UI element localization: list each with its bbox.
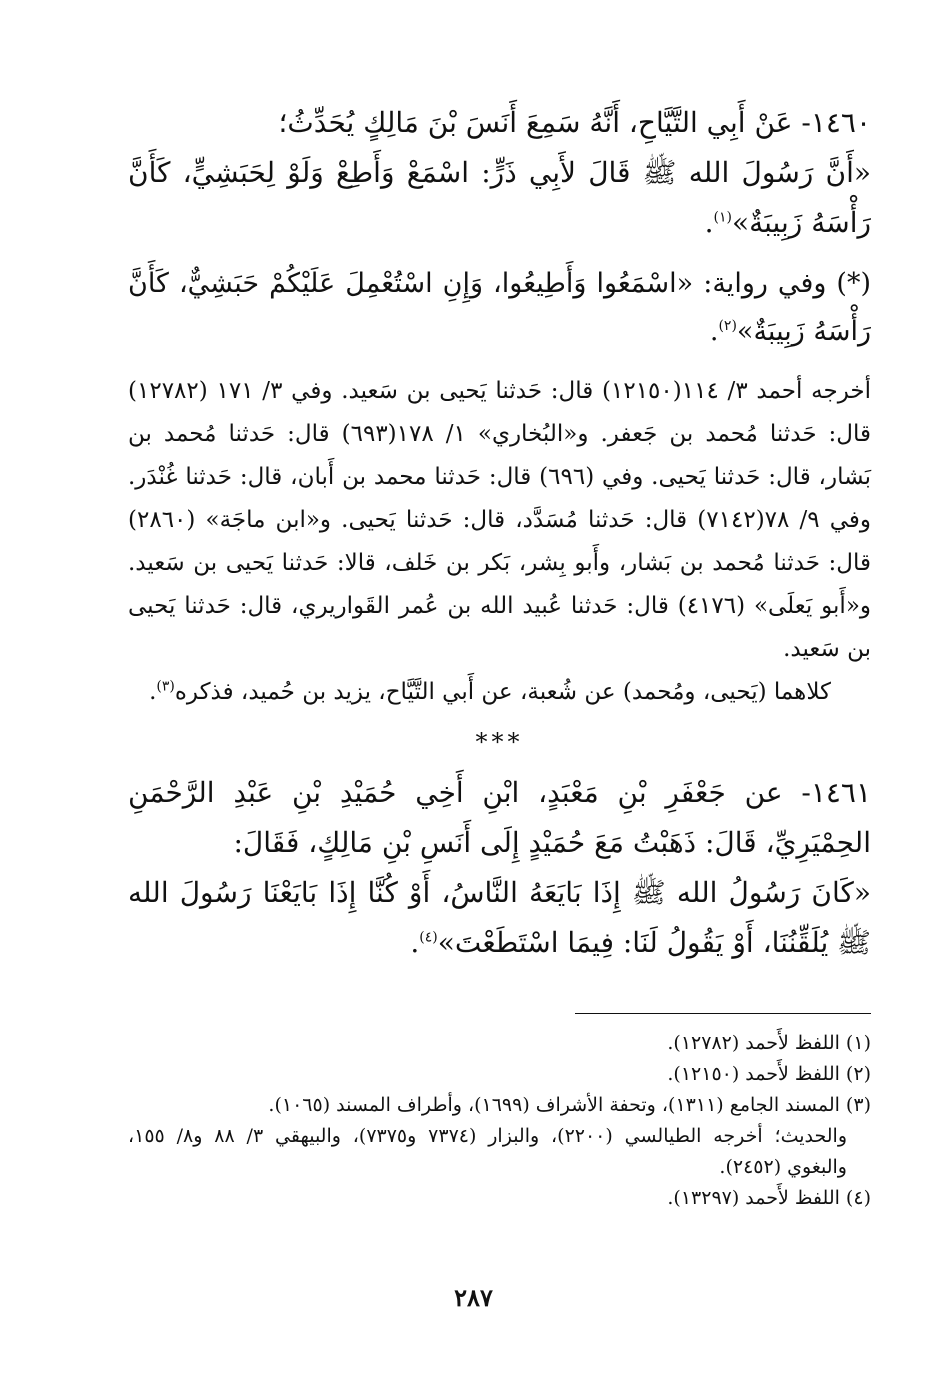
footnote-ref-4: (٤) [419,929,438,946]
footnote-divider [575,1013,871,1014]
footnote-ref-1: (١) [713,209,732,226]
footnote-3-continuation: والحديث؛ أخرجه الطيالسي (٢٢٠٠)، والبزار (٧٣٧٤ و٧٣٧٥)، والبيهقي ٣/ ٨٨ و٨/ ١٥٥، والبغوي (٢٤٥٢). [128,1125,847,1178]
hadith-1461-matn: «كَانَ رَسُولُ الله ﷺ إِذَا بَايَعَهُ النَّاسُ، أَوْ كُنَّا إِذَا بَايَعْنَا رَسُولَ الله ﷺ يُلَقِّنُنَا، أَوْ يَقُولُ لَنَا: فِيمَا اسْتَطَعْتَ»$^{(٤)}$. [128,876,871,959]
isnad-summary-text: كلاهما (يَحيى، ومُحمد) عن شُعبة، عن أَبي التَّيَّاح، يزيد بن حُميد، فذكره [174,679,831,705]
hadith-1461-intro: ١٤٦١- عن جَعْفَرِ بْنِ مَعْبَدٍ، ابْنِ أَخِي حُمَيْدِ بْنِ عَبْدِ الرَّحْمَنِ الحِمْيَرِيِّ، قَالَ: ذَهَبْتُ مَعَ حُمَيْدٍ إِلَى أَنَسِ بْنِ مَالِكٍ، فَقَالَ: [128,776,871,859]
footnote-ref-3: (٣) [156,678,175,695]
footnote-4: (٤) اللفظ لأَحمد (١٣٢٩٧). [667,1187,871,1209]
page-number: ٢٨٧ [454,1283,493,1312]
hadith-1460-isnad-summary: كلاهما (يَحيى، ومُحمد) عن شُعبة، عن أَبي التَّيَّاح، يزيد بن حُميد، فذكره$^{(٣)}$. [149,678,831,705]
footnote-1: (١) اللفظ لأَحمد (١٢٧٨٢). [667,1032,871,1054]
hadith-1461-matn-text: «كَانَ رَسُولُ الله ﷺ إِذَا بَايَعَهُ النَّاسُ، أَوْ كُنَّا إِذَا بَايَعْنَا رَسُولَ الله ﷺ يُلَقِّنُنَا، أَوْ يَقُولُ لَنَا: فِيمَا اسْتَطَعْتَ» [128,876,871,959]
footnote-ref-2: (٢) [718,318,737,334]
footnote-3: (٣) المسند الجامع (١٣١١)، وتحفة الأشراف (١٦٩٩)، وأطراف المسند (١٠٦٥). [268,1094,871,1116]
hadith-1460-intro: ١٤٦٠- عَنْ أَبِي التَّيَّاحِ، أَنَّهُ سَمِعَ أَنَسَ بْنَ مَالِكٍ يُحَدِّثُ؛ [278,106,871,139]
riwaya-text: (*) وفي رواية: «اسْمَعُوا وَأَطِيعُوا، وَإِنِ اسْتُعْمِلَ عَلَيْكُمْ حَبَشِيٌّ، كَأَنَّ رَأْسَهُ زَبِيبَةٌ» [128,268,871,347]
hadith-1460-matn-text: «أَنَّ رَسُولَ الله ﷺ قَالَ لأَبِي ذَرٍّ: اسْمَعْ وَأَطِعْ وَلَوْ لِحَبَشِيٍّ، كَأَنَّ رَأْسَهُ زَبِيبَةٌ» [128,156,871,239]
section-separator: *** [475,728,524,756]
footnote-2: (٢) اللفظ لأَحمد (١٢١٥٠). [667,1063,871,1085]
hadith-1460-matn: «أَنَّ رَسُولَ الله ﷺ قَالَ لأَبِي ذَرٍّ: اسْمَعْ وَأَطِعْ وَلَوْ لِحَبَشِيٍّ، كَأَنَّ رَأْسَهُ زَبِيبَةٌ»$^{(١)}$. [128,156,871,239]
footnotes [128,1028,871,1214]
hadith-1460-takhrij: أخرجه أحمد ٣/ ١١٤(١٢١٥٠) قال: حَدثنا يَحيى بن سَعيد. وفي ٣/ ١٧١ (١٢٧٨٢) قال: حَدثنا مُحمد بن جَعفر. و«البُخاري» ١/ ١٧٨(٦٩٣) قال: حَدثنا مُحمد بن بَشار، قال: حَدثنا يَحيى. وفي (٦٩٦) قال: حَدثنا محمد بن أَبان، قال: حَدثنا غُنْدَر. وفي ٩/ ٧٨(٧١٤٢) قال: حَدثنا مُسَدَّد، قال: حَدثنا يَحيى. و«ابن ماجَة» (٢٨٦٠) قال: حَدثنا مُحمد بن بَشار، وأَبو بِشر، بَكر بن خَلف، قالا: حَدثنا يَحيى بن سَعيد. و«أَبو يَعلَى» (٤١٧٦) قال: حَدثنا عُبيد الله بن عُمر القَواريري، قال: حَدثنا يَحيى بن سَعيد. [128,378,872,662]
hadith-1460-riwaya: (*) وفي رواية: «اسْمَعُوا وَأَطِيعُوا، وَإِنِ اسْتُعْمِلَ عَلَيْكُمْ حَبَشِيٌّ، كَأَنَّ رَأْسَهُ زَبِيبَةٌ»$^{(٢)}$. [128,268,871,347]
